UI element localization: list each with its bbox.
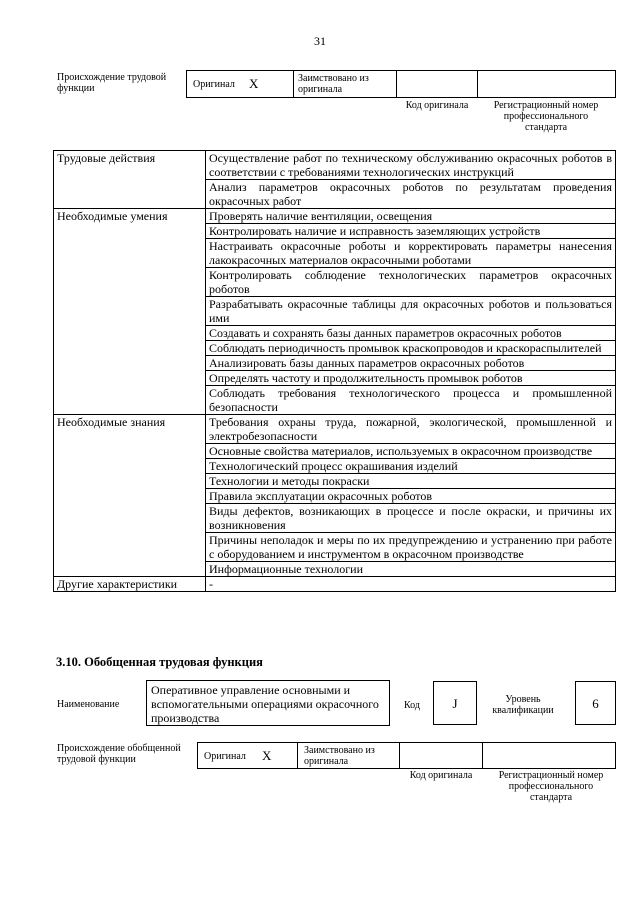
table-cell-item: Технологии и методы покраски — [206, 474, 616, 489]
code-original-cell-2 — [399, 742, 483, 769]
reg-number-cell-2 — [482, 742, 616, 769]
table-cell-item: Контролировать наличие и исправность заземляющих устройств — [206, 224, 616, 239]
section-heading: 3.10. Обобщенная трудовая функция — [56, 655, 263, 669]
reg-number-cell — [477, 70, 616, 98]
table-row — [54, 577, 616, 592]
code-label: Код — [404, 700, 420, 711]
borrowed-label: Заимствовано из оригинала — [298, 73, 369, 95]
origin-label: Происхождение трудовой функции — [57, 72, 167, 94]
table-cell-item: Технологический процесс окрашивания изделий — [206, 459, 616, 474]
original-cell — [186, 70, 294, 98]
level-value: 6 — [575, 681, 616, 725]
table-cell-item: Основные свойства материалов, используемых в окрасочном производстве — [206, 444, 616, 459]
table-cell-item: Создавать и сохранять базы данных параметров окрасочных роботов — [206, 326, 616, 341]
row-group-label: Трудовые действия — [54, 151, 206, 209]
table-cell-item: Требования охраны труда, пожарной, экологической, промышленной и электробезопасности — [206, 415, 616, 444]
table-cell-item: Правила эксплуатации окрасочных роботов — [206, 489, 616, 504]
reg-number-caption-2: Регистрационный номер профессионального стандарта — [498, 770, 604, 803]
table-cell-item: Соблюдать требования технологического процесса и промышленной безопасности — [206, 386, 616, 415]
row-group-label: Необходимые знания — [54, 415, 206, 577]
table-cell-item: Определять частоту и продолжительность промывок роботов — [206, 371, 616, 386]
borrowed-label-2: Заимствовано из оригинала — [304, 745, 375, 767]
page-number: 31 — [314, 34, 326, 48]
table-cell-item: Осуществление работ по техническому обслуживанию окрасочных роботов в соответствии с требованиями технологических инструкций — [206, 151, 616, 180]
table-cell-item: - — [206, 577, 616, 592]
table-row — [54, 151, 616, 180]
original-label: Оригинал — [193, 79, 235, 90]
table-cell-item: Виды дефектов, возникающих в процессе и после окраски, и причины их возникновения — [206, 504, 616, 533]
labor-function-table — [53, 150, 616, 592]
table-cell-item: Анализировать базы данных параметров окрасочных роботов — [206, 356, 616, 371]
name-value: Оперативное управление основными и вспомогательными операциями окрасочного производства — [146, 680, 390, 726]
code-value: J — [433, 681, 477, 725]
table-row — [54, 209, 616, 224]
borrowed-cell-2 — [297, 742, 400, 769]
table-row — [54, 415, 616, 444]
table-cell-item: Анализ параметров окрасочных роботов по результатам проведения окрасочных работ — [206, 180, 616, 209]
level-label: Уровень квалификации — [492, 694, 554, 716]
table-cell-item: Разрабатывать окрасочные таблицы для окрасочных роботов и пользоваться ими — [206, 297, 616, 326]
original-cell-2 — [197, 742, 298, 769]
table-cell-item: Причины неполадок и меры по их предупреждению и устранению при работе с оборудованием и инструментом в окрасочном производстве — [206, 533, 616, 562]
row-group-label: Необходимые умения — [54, 209, 206, 415]
table-cell-item: Проверять наличие вентиляции, освещения — [206, 209, 616, 224]
code-original-cell — [396, 70, 478, 98]
generalized-origin-label: Происхождение обобщенной трудовой функции — [57, 743, 181, 765]
table-cell-item: Контролировать соблюдение технологических параметров окрасочных роботов — [206, 268, 616, 297]
table-cell-item: Настраивать окрасочные роботы и корректировать параметры нанесения лакокрасочных материалов окрасочными роботами — [206, 239, 616, 268]
original-label-2: Оригинал — [204, 751, 246, 762]
reg-number-caption: Регистрационный номер профессионального стандарта — [493, 100, 599, 133]
table-cell-item: Соблюдать периодичность промывок краскопроводов и краскораспылителей — [206, 341, 616, 356]
borrowed-cell — [293, 70, 397, 98]
code-original-caption: Код оригинала — [405, 100, 469, 111]
name-label: Наименование — [57, 699, 120, 710]
row-group-label: Другие характеристики — [54, 577, 206, 592]
table-cell-item: Информационные технологии — [206, 562, 616, 577]
original-mark: X — [249, 76, 259, 91]
code-original-caption-2: Код оригинала — [409, 770, 473, 781]
original-mark-2: X — [262, 748, 272, 763]
